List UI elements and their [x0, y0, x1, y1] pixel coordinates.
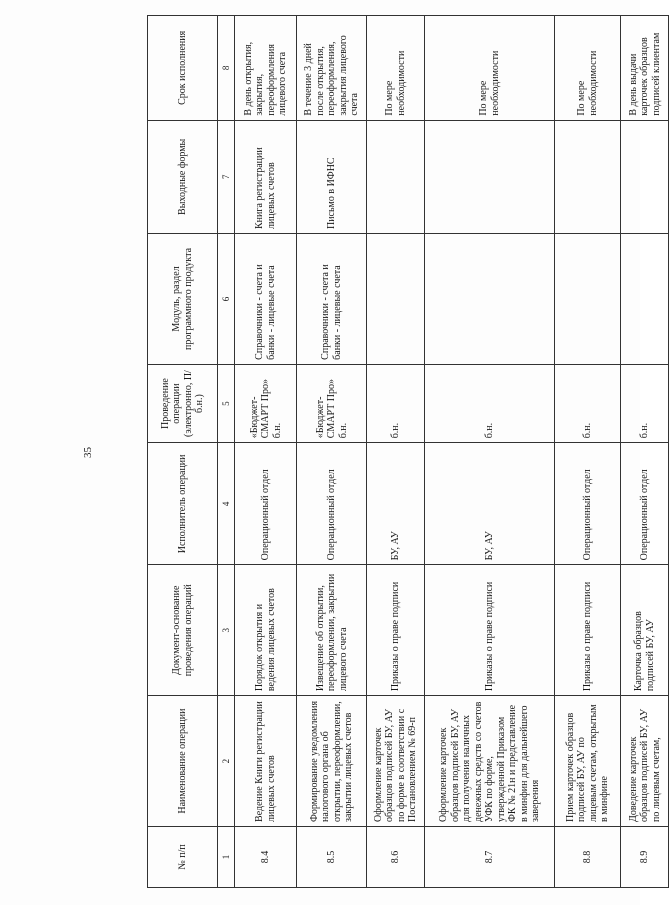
table-cell — [367, 120, 425, 233]
table-cell: По мере необходимости — [367, 16, 425, 121]
table-cell: БУ, АУ — [367, 443, 425, 565]
column-number: 6 — [218, 234, 235, 365]
column-number: 8 — [218, 16, 235, 121]
table-cell: б.н. — [621, 364, 669, 442]
header-cell: Модуль, раздел программного продукта — [148, 234, 218, 365]
table-cell: Ведение Книги регистрации лицевых счетов — [235, 696, 297, 827]
header-cell: Проведение операции (электронно, П/б.н.) — [148, 364, 218, 442]
table-cell: Приказы о праве подписи — [425, 565, 555, 696]
row-number: 8.4 — [235, 826, 297, 887]
table-cell — [555, 120, 621, 233]
table-row — [425, 16, 555, 888]
table-cell: Справочники - счета и банки - лицевые счета — [297, 234, 367, 365]
table-cell: В день открытия, закрытия, переоформления лицевого счета — [235, 16, 297, 121]
table-cell — [425, 234, 555, 365]
table-row — [235, 16, 297, 888]
header-cell: Выходные формы — [148, 120, 218, 233]
column-number: 3 — [218, 565, 235, 696]
table-cell: По мере необходимости — [555, 16, 621, 121]
table-cell: «Бюджет-СМАРТ Про» б.н. — [297, 364, 367, 442]
table-cell: В день выдачи карточек образцов подписей клиентам — [621, 16, 669, 121]
header-cell: Исполнитель операции — [148, 443, 218, 565]
table-cell: БУ, АУ — [425, 443, 555, 565]
table-cell: По мере необходимости — [425, 16, 555, 121]
table-cell: Извещение об открытии, переоформлении, закрытии лицевого счета — [297, 565, 367, 696]
table-cell: Оформление карточек образцов подписей БУ, АУ для получения наличных денежных средств со счетов УФК по форме, утвержденной Приказом ФК № 21н и представление в минфин для дальнейшего заверения — [425, 696, 555, 827]
row-number: 8.7 — [425, 826, 555, 887]
table-row — [621, 16, 669, 888]
table-cell: б.н. — [425, 364, 555, 442]
table-cell: Доведение карточек образцов подписей БУ, АУ по лицевым счетам, — [621, 696, 669, 827]
table-cell: Приказы о праве подписи — [367, 565, 425, 696]
table-row — [297, 16, 367, 888]
column-number: 7 — [218, 120, 235, 233]
table-row — [555, 16, 621, 888]
column-number: 2 — [218, 696, 235, 827]
page-number: 35 — [82, 447, 94, 458]
table-cell — [621, 234, 669, 365]
table-cell — [425, 120, 555, 233]
header-row — [148, 16, 218, 888]
row-number: 8.6 — [367, 826, 425, 887]
operations-table — [147, 15, 669, 888]
table-cell: Прием карточек образцов подписей БУ, АУ по лицевым счетам, открытым в минфине — [555, 696, 621, 827]
table-cell — [555, 234, 621, 365]
row-number: 8.9 — [621, 826, 669, 887]
column-number: 4 — [218, 443, 235, 565]
column-number: 1 — [218, 826, 235, 887]
table-cell: б.н. — [367, 364, 425, 442]
header-cell: № п/п — [148, 826, 218, 887]
table-cell: Оформление карточек образцов подписей БУ, АУ по форме в соответствии с Постановлением № 69-п — [367, 696, 425, 827]
table-cell: Справочники - счета и банки - лицевые счета — [235, 234, 297, 365]
row-number: 8.5 — [297, 826, 367, 887]
header-cell: Срок исполнения — [148, 16, 218, 121]
table-cell: Карточка образцов подписей БУ, АУ — [621, 565, 669, 696]
table-cell — [621, 120, 669, 233]
table-cell: Порядок открытия и ведения лицевых счетов — [235, 565, 297, 696]
header-cell: Наименование операции — [148, 696, 218, 827]
row-number: 8.8 — [555, 826, 621, 887]
table-row — [367, 16, 425, 888]
table-cell: Письмо в ИФНС — [297, 120, 367, 233]
table-cell: Приказы о праве подписи — [555, 565, 621, 696]
column-number: 5 — [218, 364, 235, 442]
table-cell: «Бюджет-СМАРТ Про» б.н. — [235, 364, 297, 442]
table-cell: Операционный отдел — [297, 443, 367, 565]
table-cell: Книга регистрации лицевых счетов — [235, 120, 297, 233]
table-cell: В течение 3 дней после открытия, переоформления, закрытия лицевого счета — [297, 16, 367, 121]
rotated-table-container — [147, 15, 662, 888]
header-cell: Документ-основание проведения операций — [148, 565, 218, 696]
table-cell: Операционный отдел — [235, 443, 297, 565]
table-cell: Операционный отдел — [621, 443, 669, 565]
table-cell — [367, 234, 425, 365]
table-cell: Формирование уведомления налогового органа об открытии, переоформлении, закрытии лицевых счетов — [297, 696, 367, 827]
column-number-row — [218, 16, 235, 888]
table-cell: Операционный отдел — [555, 443, 621, 565]
table-cell: б.н. — [555, 364, 621, 442]
